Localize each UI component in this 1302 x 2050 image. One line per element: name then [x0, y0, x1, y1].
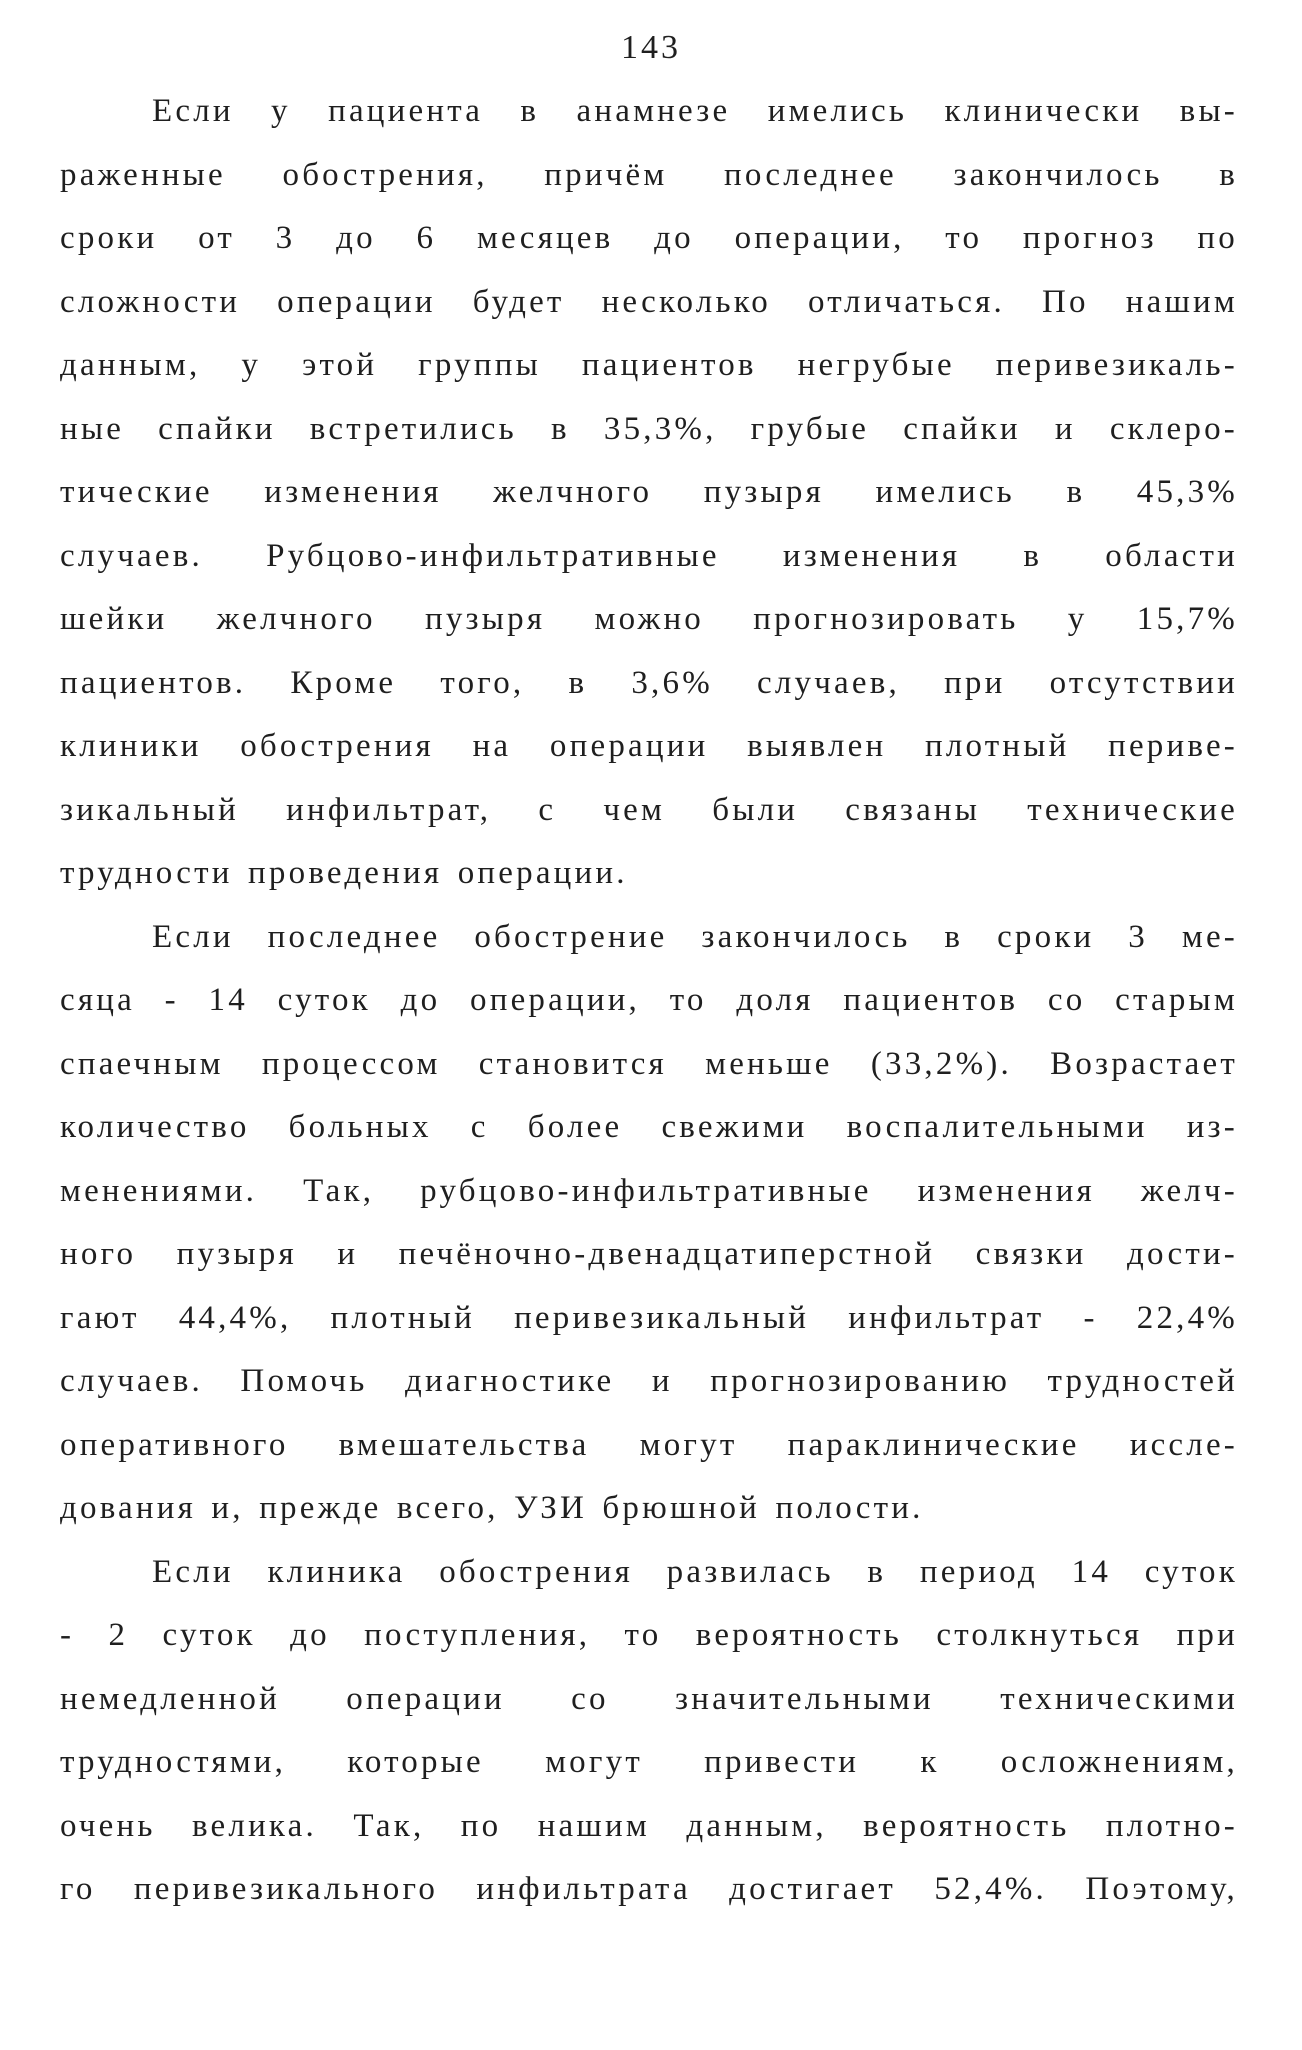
text-line: сроки от 3 до 6 месяцев до операции, то прогноз по [60, 220, 1238, 256]
text-line: гают 44,4%, плотный перивезикальный инфильтрат - 22,4% [60, 1299, 1238, 1336]
text-line: го перивезикального инфильтрата достигает 52,4%. Поэтому, [60, 1871, 1238, 1907]
body-text [60, 80, 1238, 1922]
text-line: количество больных с более свежими воспалительными из- [60, 1109, 1238, 1145]
paragraph [60, 1541, 1238, 1922]
text-line: раженные обострения, причём последнее закончилось в [60, 156, 1238, 193]
text-line: немедленной операции со значительными техническими [60, 1680, 1238, 1717]
text-line: тические изменения желчного пузыря имелись в 45,3% [60, 474, 1238, 510]
text-line: сложности операции будет несколько отличаться. По нашим [60, 283, 1238, 320]
text-line: спаечным процессом становится меньше (33,2%). Возрастает [60, 1045, 1238, 1082]
text-line: клиники обострения на операции выявлен плотный периве- [60, 728, 1238, 764]
text-line: трудностями, которые могут привести к осложнениям, [60, 1744, 1238, 1780]
text-line: сяца - 14 суток до операции, то доля пациентов со старым [60, 982, 1238, 1018]
text-line: случаев. Помочь диагностике и прогнозированию трудностей [60, 1363, 1238, 1399]
text-line: ные спайки встретились в 35,3%, грубые спайки и склеро- [60, 410, 1238, 447]
text-line: шейки желчного пузыря можно прогнозировать у 15,7% [60, 601, 1238, 637]
text-line: пациентов. Кроме того, в 3,6% случаев, при отсутствии [60, 664, 1238, 701]
paragraph [60, 80, 1238, 906]
text-line: очень велика. Так, по нашим данным, вероятность плотно- [60, 1807, 1238, 1844]
text-line: данным, у этой группы пациентов негрубые перивезикаль- [60, 347, 1238, 383]
text-line: ного пузыря и печёночно-двенадцатиперстной связки дости- [60, 1236, 1238, 1272]
page-number: 143 [621, 29, 681, 66]
text-line: Если у пациента в анамнезе имелись клинически вы- [152, 93, 1238, 129]
text-line: оперативного вмешательства могут параклинические иссле- [60, 1426, 1238, 1463]
text-line: случаев. Рубцово-инфильтративные изменения в области [60, 537, 1238, 574]
text-line: трудности проведения операции. [60, 855, 628, 891]
text-line: - 2 суток до поступления, то вероятность столкнуться при [60, 1617, 1238, 1653]
text-line: дования и, прежде всего, УЗИ брюшной полости. [60, 1490, 924, 1526]
text-line: Если клиника обострения развилась в период 14 суток [152, 1553, 1238, 1590]
text-line: Если последнее обострение закончилось в сроки 3 ме- [152, 918, 1238, 955]
text-line: менениями. Так, рубцово-инфильтративные изменения желч- [60, 1172, 1238, 1209]
text-line: зикальный инфильтрат, с чем были связаны технические [60, 791, 1238, 828]
paragraph [60, 906, 1238, 1541]
